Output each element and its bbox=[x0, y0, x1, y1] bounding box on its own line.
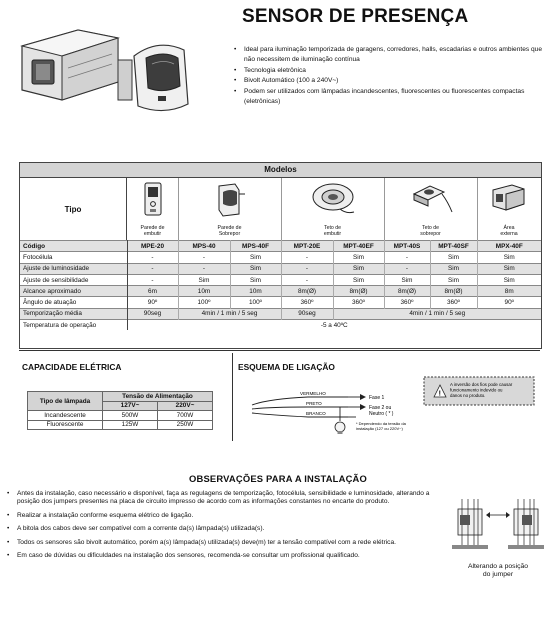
ceiling-flush-sensor-icon bbox=[310, 182, 356, 216]
feature-item: • Podem ser utilizados com lâmpadas incandescentes, fluorescentes ou fluorescentes compactas (eletrônicas) bbox=[232, 87, 550, 108]
type-caption: sobrepor bbox=[420, 231, 441, 237]
jumper-diagram bbox=[446, 495, 550, 559]
feature-list bbox=[232, 45, 550, 107]
list-item: • Antes da instalação, caso necessário e disponível, faça as regulagens de temporização, fotocélula, sensibilidade e luminosidade, alterando a posição dos jumpers presentes na placa de circuito impresso de acordo com as informações constantes no encarte do produto. bbox=[6, 490, 442, 507]
table-cell: 100º bbox=[230, 297, 281, 308]
table-cell: 125W bbox=[103, 420, 158, 430]
jumper-caption bbox=[446, 563, 550, 579]
models-table bbox=[19, 162, 542, 349]
table-cell: MPE-20 bbox=[127, 241, 178, 252]
table-row bbox=[20, 263, 541, 274]
wall-flush-sensor-icon bbox=[142, 182, 164, 216]
observations-list bbox=[6, 490, 442, 565]
type-caption: externa bbox=[500, 231, 518, 237]
table-row bbox=[20, 252, 541, 263]
row-label: Alcance aproximado bbox=[20, 286, 127, 297]
table-cell: -5 a 40ºC bbox=[127, 320, 541, 331]
table-cell: MPT-20E bbox=[281, 241, 333, 252]
models-data-rows bbox=[20, 240, 541, 330]
table-cell: 100º bbox=[178, 297, 230, 308]
table-cell: Sim bbox=[230, 252, 281, 263]
wire-label-white: BRANCO bbox=[306, 411, 326, 416]
list-item: • Todos os sensores são bivolt automático, porém a(s) lâmpada(s) utilizada(s) deve(m) ter a tensão compatível com a rede elétrica. bbox=[6, 539, 442, 547]
table-header: Tensão de Alimentação bbox=[103, 392, 213, 402]
table-header: 127V~ bbox=[103, 401, 158, 411]
wire-label-red: VERMELHO bbox=[300, 391, 326, 396]
wall-surface-sensor-icon bbox=[213, 182, 247, 218]
type-caption: Teto de bbox=[323, 225, 341, 231]
table-row bbox=[20, 241, 541, 252]
table-row bbox=[20, 274, 541, 285]
table-cell: - bbox=[127, 252, 178, 263]
table-row bbox=[20, 286, 541, 297]
list-item: • Realizar a instalação conforme esquema elétrico de ligação. bbox=[6, 512, 442, 520]
table-cell: MPS-40 bbox=[178, 241, 230, 252]
type-caption: Sobrepor bbox=[218, 231, 241, 237]
type-caption: Parede de bbox=[140, 225, 165, 231]
type-caption: embutir bbox=[323, 231, 342, 237]
table-cell: MPT-40SF bbox=[430, 241, 477, 252]
table-cell: Sim bbox=[430, 263, 477, 274]
row-label: Código bbox=[20, 241, 127, 252]
table-cell: Sim bbox=[384, 274, 430, 285]
warning-text: danos no produto. bbox=[450, 393, 486, 398]
table-cell: 6m bbox=[127, 286, 178, 297]
jumper-caption-line: do jumper bbox=[482, 571, 514, 578]
row-label: Ajuste de sensibilidade bbox=[20, 274, 127, 285]
neutral-label: Neutro ( * ) bbox=[369, 411, 394, 417]
observations-heading: OBSERVAÇÕES PARA A INSTALAÇÃO bbox=[188, 473, 368, 484]
type-caption: Área bbox=[503, 225, 515, 231]
sensor-products-image bbox=[8, 16, 204, 120]
outdoor-sensor-icon bbox=[490, 182, 528, 212]
table-header: Tipo de lâmpada bbox=[28, 392, 103, 411]
phase2-label: Fase 2 ou bbox=[369, 405, 392, 411]
table-cell: 90º bbox=[477, 297, 541, 308]
table-cell: 90º bbox=[127, 297, 178, 308]
table-cell: Sim bbox=[230, 274, 281, 285]
type-ceiling-surface bbox=[384, 178, 478, 240]
table-cell: 8m(Ø) bbox=[384, 286, 430, 297]
table-row bbox=[28, 420, 213, 430]
table-cell: Sim bbox=[178, 274, 230, 285]
type-wall-flush bbox=[127, 178, 179, 240]
table-cell: Incandescente bbox=[28, 411, 103, 421]
tipo-label: Tipo bbox=[20, 178, 127, 240]
warning-text: funcionamento indevido ou bbox=[450, 387, 503, 393]
type-caption: Parede de bbox=[217, 225, 242, 231]
table-header: 220V~ bbox=[157, 401, 212, 411]
table-cell: Sim bbox=[477, 252, 541, 263]
row-label: Temperatura de operação bbox=[20, 320, 127, 331]
wiring-heading: ESQUEMA DE LIGAÇÃO bbox=[238, 362, 335, 372]
row-label: Fotocélula bbox=[20, 252, 127, 263]
list-item: • Em caso de dúvidas ou dificuldades na instalação dos sensores, recomenda-se consultar um profissional qualificado. bbox=[6, 552, 442, 560]
table-row bbox=[20, 308, 541, 319]
table-cell: Sim bbox=[477, 263, 541, 274]
table-row bbox=[28, 411, 213, 421]
table-cell: 8m(Ø) bbox=[430, 286, 477, 297]
capacity-table bbox=[27, 391, 213, 430]
feature-item: • Ideal para iluminação temporizada de garagens, corredores, halls, escadarias e outros ambientes que não necessitem de iluminação contínua bbox=[232, 45, 550, 66]
lamp-icon bbox=[335, 422, 345, 432]
table-cell: 8m(Ø) bbox=[281, 286, 333, 297]
table-row bbox=[20, 320, 541, 331]
capacity-heading: CAPACIDADE ELÉTRICA bbox=[22, 362, 122, 372]
table-cell: 250W bbox=[157, 420, 212, 430]
table-cell: 8m bbox=[477, 286, 541, 297]
page-title: SENSOR DE PRESENÇA bbox=[242, 6, 469, 27]
table-cell: Fluorescente bbox=[28, 420, 103, 430]
section-divider bbox=[232, 353, 233, 441]
feature-item: • Tecnologia eletrônica bbox=[232, 66, 550, 76]
table-cell: 700W bbox=[157, 411, 212, 421]
type-outdoor bbox=[477, 178, 541, 240]
table-cell: 360º bbox=[384, 297, 430, 308]
table-cell: Sim bbox=[230, 263, 281, 274]
phase1-label: Fase 1 bbox=[369, 395, 385, 401]
table-cell: Sim bbox=[333, 263, 384, 274]
table-cell: 500W bbox=[103, 411, 158, 421]
wiring-diagram bbox=[248, 375, 548, 441]
table-cell: - bbox=[281, 263, 333, 274]
ceiling-surface-sensor-icon bbox=[408, 182, 454, 216]
row-label: Ajuste de luminosidade bbox=[20, 263, 127, 274]
row-label: Temporização média bbox=[20, 308, 127, 319]
feature-item: • Bivolt Automático (100 a 240V~) bbox=[232, 76, 550, 86]
section-divider bbox=[19, 350, 540, 351]
table-cell: 90seg bbox=[127, 308, 178, 319]
table-cell: - bbox=[178, 263, 230, 274]
table-cell: Sim bbox=[333, 274, 384, 285]
table-cell: MPT-40EF bbox=[333, 241, 384, 252]
table-cell: 8m(Ø) bbox=[333, 286, 384, 297]
models-heading: Modelos bbox=[20, 163, 541, 178]
table-cell: Sim bbox=[430, 252, 477, 263]
table-cell: Sim bbox=[333, 252, 384, 263]
wiring-note: * Dependendo da tensão da bbox=[356, 421, 406, 426]
table-cell: 360º bbox=[430, 297, 477, 308]
table-cell: 360º bbox=[333, 297, 384, 308]
table-cell: - bbox=[384, 252, 430, 263]
table-cell: 10m bbox=[178, 286, 230, 297]
table-cell: 10m bbox=[230, 286, 281, 297]
table-cell: - bbox=[127, 274, 178, 285]
wire-label-black: PRETO bbox=[306, 401, 322, 406]
type-wall-surface bbox=[178, 178, 282, 240]
row-label: Ângulo de atuação bbox=[20, 297, 127, 308]
table-cell: - bbox=[281, 252, 333, 263]
type-ceiling-flush bbox=[281, 178, 385, 240]
type-caption: Teto de bbox=[421, 225, 439, 231]
table-cell: - bbox=[178, 252, 230, 263]
table-cell: MPT-40S bbox=[384, 241, 430, 252]
wiring-note: instalação (127 ou 220V~) bbox=[356, 426, 403, 431]
table-cell: 4min / 1 min / 5 seg bbox=[178, 308, 281, 319]
table-cell: Sim bbox=[430, 274, 477, 285]
table-cell: - bbox=[281, 274, 333, 285]
list-item: • A bitola dos cabos deve ser compatível com a corrente da(s) lâmpada(s) utilizada(s). bbox=[6, 525, 442, 533]
table-cell: Sim bbox=[477, 274, 541, 285]
table-row bbox=[28, 392, 213, 402]
table-cell: 4min / 1 min / 5 seg bbox=[333, 308, 541, 319]
table-cell: MPX-40F bbox=[477, 241, 541, 252]
jumper-caption-line: Alterando a posição bbox=[467, 563, 529, 570]
table-cell: - bbox=[384, 263, 430, 274]
table-cell: - bbox=[127, 263, 178, 274]
svg-text:!: ! bbox=[438, 390, 441, 398]
warning-text: A inversão dos fios pode causar bbox=[450, 382, 513, 387]
table-cell: 90seg bbox=[281, 308, 333, 319]
type-caption: embutir bbox=[143, 231, 162, 237]
table-cell: 360º bbox=[281, 297, 333, 308]
table-cell: MPS-40F bbox=[230, 241, 281, 252]
table-row bbox=[20, 297, 541, 308]
